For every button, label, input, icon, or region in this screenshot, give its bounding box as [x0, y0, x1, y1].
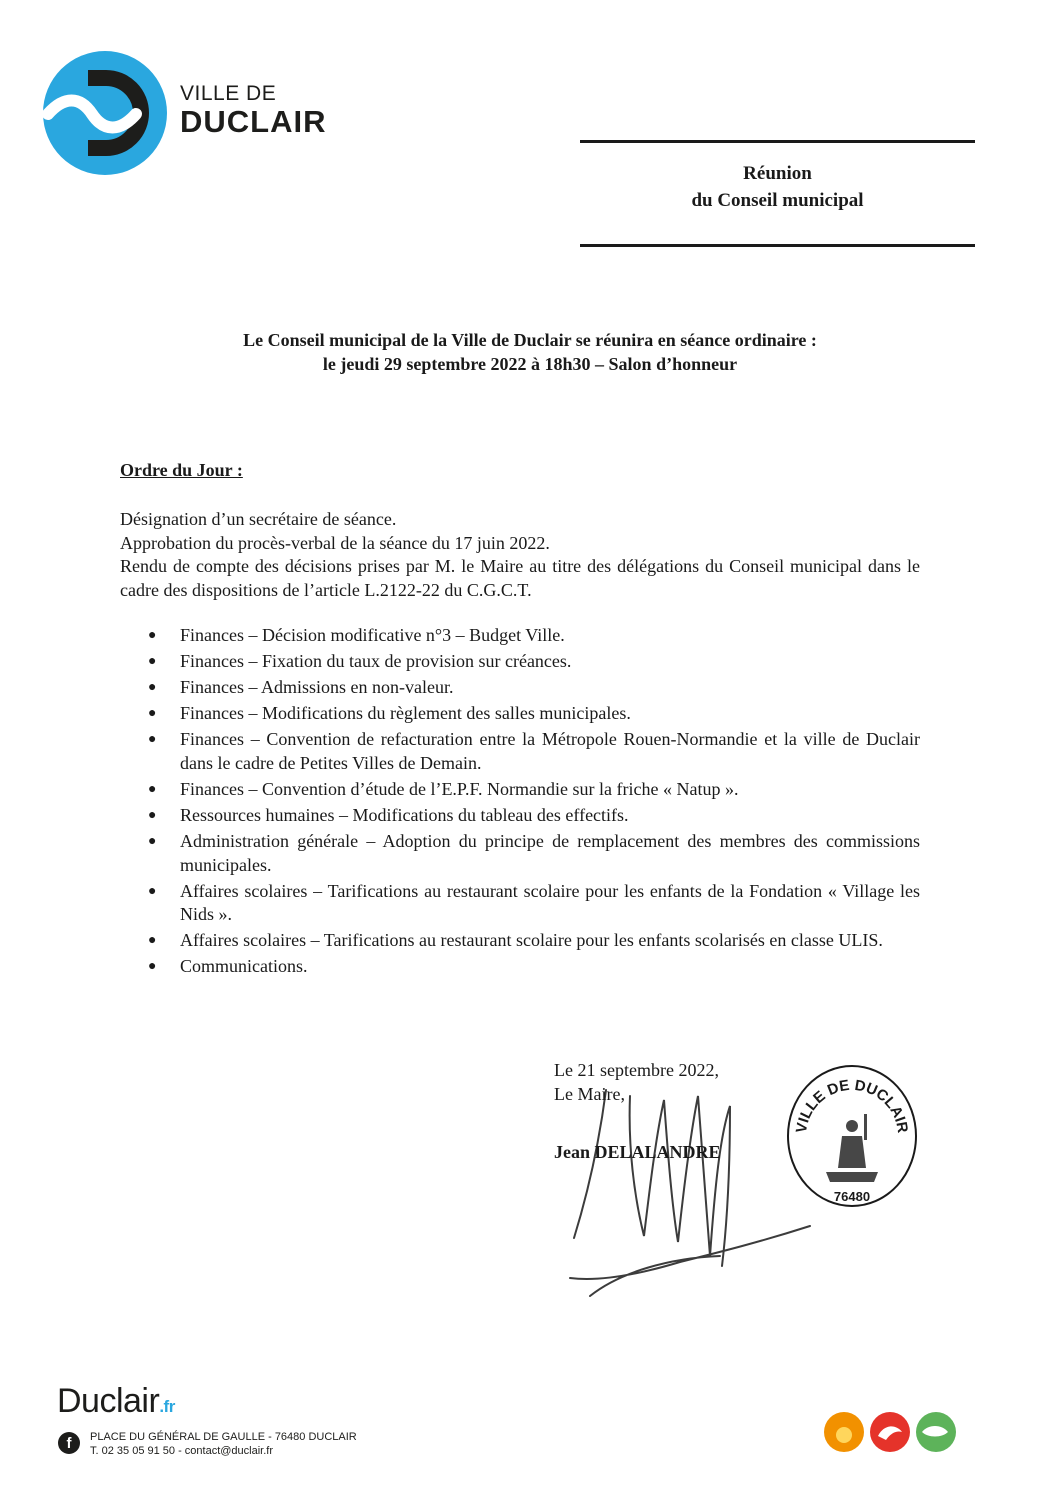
- title-rule-top: [580, 140, 975, 143]
- handwritten-signature-icon: [560, 1066, 820, 1306]
- agenda-item: ● Finances – Convention de refacturation entre la Métropole Rouen-Normandie et la ville de Duclair dans le cadre de Petites Villes de Demain.: [148, 729, 920, 773]
- agenda-item: ● Finances – Fixation du taux de provision sur créances.: [120, 650, 920, 674]
- bullet-icon: ●: [148, 781, 157, 797]
- bullet-icon: ●: [148, 680, 157, 696]
- agenda-item: ● Affaires scolaires – Tarifications au restaurant scolaire pour les enfants de la Fondation « Village les Nids ».: [148, 880, 920, 925]
- footer-brand: [57, 1382, 175, 1421]
- bullet-icon: ●: [148, 808, 157, 824]
- document-title: [580, 160, 975, 214]
- agenda-paragraph: Approbation du procès-verbal de la séance du 17 juin 2022.: [120, 532, 550, 553]
- bullet-icon: ●: [148, 933, 157, 949]
- agenda-item: ● Ressources humaines – Modifications du tableau des effectifs.: [120, 804, 920, 828]
- meeting-announcement: [120, 328, 940, 376]
- agenda-item: ● Finances – Décision modificative n°3 – Budget Ville.: [120, 624, 920, 648]
- bullet-icon: ●: [148, 834, 157, 850]
- footer-address: [90, 1430, 357, 1458]
- facebook-icon: f: [58, 1432, 80, 1454]
- logo-wordmark: [180, 82, 327, 138]
- svg-text:VILLE DE DUCLAIR: VILLE DE DUCLAIR: [792, 1076, 912, 1135]
- title-line-2: du Conseil municipal: [691, 190, 864, 211]
- agenda-paragraph: Rendu de compte des décisions prises par M. le Maire au titre des délégations du Conseil municipal dans le cadre des dispositions de l’article L.2122-22 du C.G.C.T.: [120, 556, 920, 600]
- duclair-logo-icon: [40, 48, 170, 178]
- bullet-icon: ●: [148, 959, 157, 975]
- agenda-item: ● Finances – Convention d’étude de l’E.P.F. Normandie sur la friche « Natup ».: [120, 778, 920, 802]
- agenda-item: ● Affaires scolaires – Tarifications au restaurant scolaire pour les enfants scolarisés en classe ULIS.: [120, 929, 920, 953]
- announcement-line-2: le jeudi 29 septembre 2022 à 18h30 – Salon d’honneur: [322, 354, 738, 374]
- logo-line-ville-de: VILLE DE: [180, 82, 277, 105]
- agenda-list: [120, 624, 920, 982]
- signature-role: Le Maire,: [554, 1084, 625, 1104]
- agenda-preamble: [120, 508, 920, 602]
- footer-brand-name: Duclair: [57, 1382, 160, 1420]
- bullet-icon: ●: [148, 706, 157, 722]
- agenda-heading: Ordre du Jour :: [120, 460, 243, 480]
- announcement-line-1: Le Conseil municipal de la Ville de Duclair se réunira en séance ordinaire :: [243, 330, 817, 350]
- footer-contact-line: T. 02 35 05 91 50 - contact@duclair.fr: [90, 1445, 273, 1457]
- bullet-icon: ●: [148, 654, 157, 670]
- agenda-item: ● Finances – Admissions en non-valeur.: [120, 676, 920, 700]
- bullet-icon: ●: [148, 732, 157, 748]
- bullet-icon: ●: [148, 628, 157, 643]
- bullet-icon: ●: [148, 883, 157, 899]
- signature-name: Jean DELALANDRE: [554, 1142, 721, 1162]
- title-line-1: Réunion: [743, 163, 812, 184]
- svg-text:76480: 76480: [833, 1189, 871, 1204]
- signature-date: Le 21 septembre 2022,: [554, 1060, 719, 1080]
- footer-address-line: PLACE DU GÉNÉRAL DE GAULLE - 76480 DUCLAIR: [90, 1431, 357, 1443]
- agenda-paragraph: Désignation d’un secrétaire de séance.: [120, 509, 397, 529]
- logo-line-duclair: DUCLAIR: [180, 104, 327, 139]
- footer-badges-icon: [820, 1408, 960, 1456]
- title-rule-bottom: [580, 244, 975, 247]
- agenda-item: ● Finances – Modifications du règlement des salles municipales.: [120, 702, 920, 726]
- agenda-item: ● Communications.: [120, 955, 920, 979]
- footer-brand-tld: .fr: [159, 1397, 175, 1416]
- agenda-item: ● Administration générale – Adoption du principe de remplacement des membres des commissions municipales.: [148, 831, 920, 875]
- official-stamp-icon: [782, 1060, 922, 1210]
